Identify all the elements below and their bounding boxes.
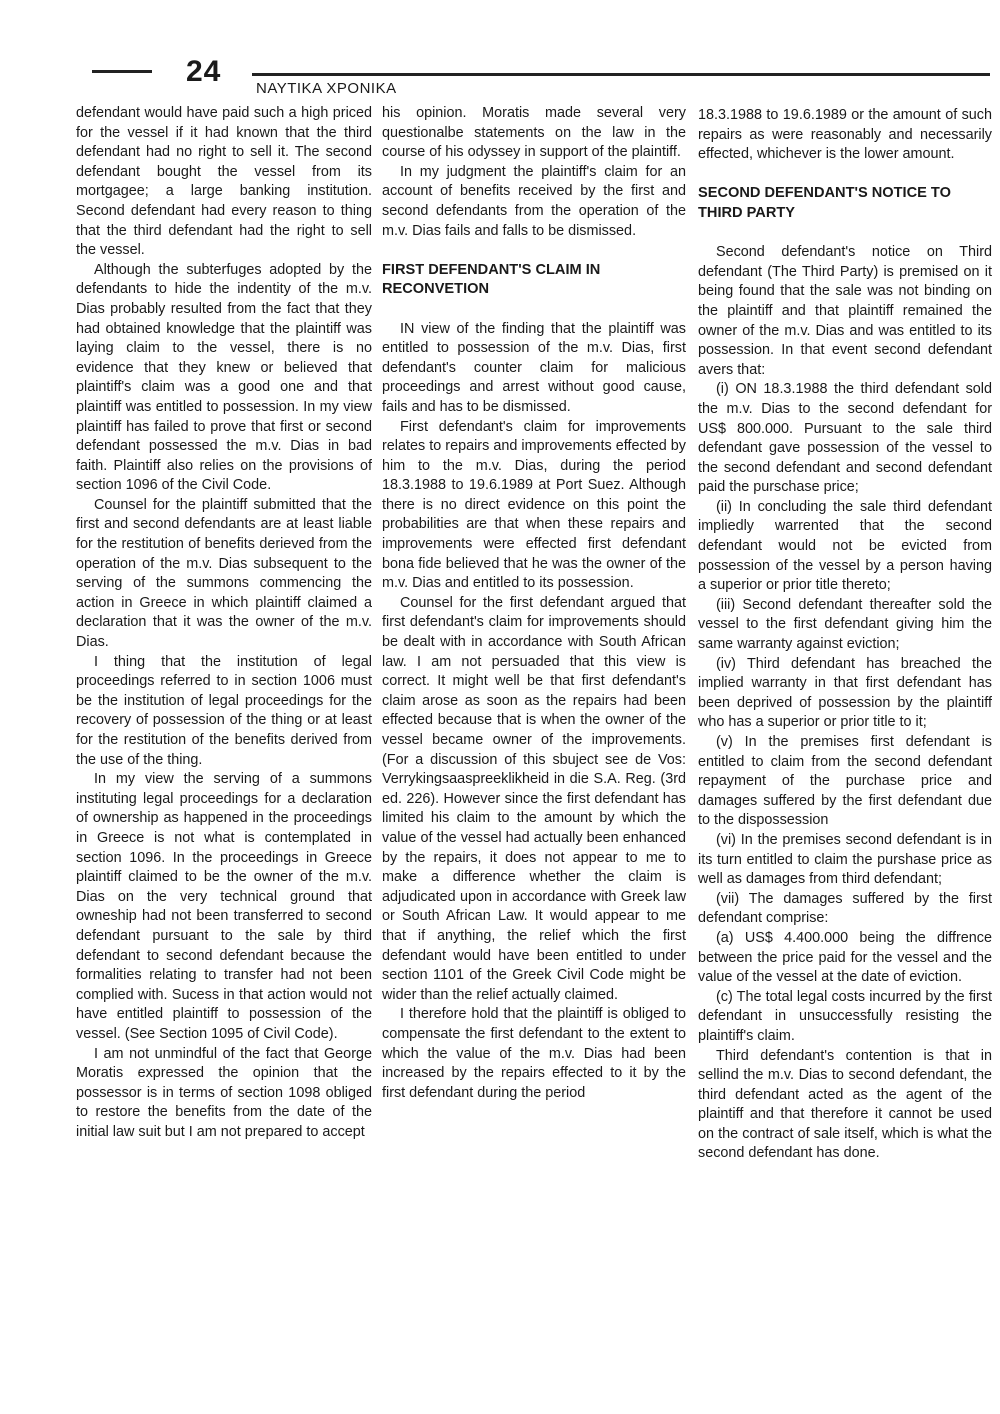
column-3	[698, 106, 992, 1396]
paragraph: 18.3.1988 to 19.6.1989 or the amount of such repairs as were reasonably and necessarily effected, whichever is the lower amount.	[698, 107, 992, 163]
paragraph: In my view the serving of a summons instituting legal proceedings for a declaration of ownership as happened in the proceedings in Greece is not what is contemplated in section 1096. In the proceedings in Greece plaintiff claimed to be the owner of the m.v. Dias on the very technical ground that owneship had not been transferred to second defendant pursuant to the sale by third defendant to second defendant because the formalities relating to transfer had not been complied with. Sucess in that action would not have entitled plaintiff to possession of the vessel. (See Section 1095 of Civil Code).	[76, 771, 372, 1042]
paragraph: Counsel for the first defendant argued that first defendant's claim for improvements should be dealt with in accordance with South African law. I am not persuaded that this view is correct. It might well be that first defendant's claim arose as soon as the repairs had been effected because that is when the owner of the vessel became owner of the improvements. (For a discussion of this sbuject see de Vos: Verrykingsaaspreeklikheid in die S.A. Reg. (3rd ed. 226). However since the first defendant has limited his claim to the amount by which the value of the vessel had actually been enhanced by the repairs, it does not appear to me to make a difference whether the claim is adjudicated upon in accordance with Greek law or South African Law. It would appear to me that if anything, the relief which the first defendant would have been entitled to under section 1101 of the Greek Civil Code might be wider than the relief actually claimed.	[382, 594, 686, 1003]
paragraph: I am not unmindful of the fact that George Moratis expressed the opinion that the possessor is in terms of section 1098 obliged to restore the benefits from the date of the initial law suit but I am not prepared to accept	[76, 1045, 372, 1140]
column-1	[76, 104, 372, 1394]
spacer	[382, 241, 686, 261]
paragraph: IN view of the finding that the plaintiff was entitled to possession of the m.v. Dias, first defendant's counter claim for malicious proceedings and arrest without good cause, fails and has to be dismissed.	[382, 320, 686, 415]
paragraph: (iv) Third defendant has breached the implied warranty in that first defendant has been deprived of possession by the plaintiff who has a superior or prior title to it;	[698, 655, 992, 731]
paragraph: Counsel for the plaintiff submitted that the first and second defendants are at least liable for the restitution of benefits derieved from the operation of the m.v. Dias subsequent to the serving of the summons commencing the action in Greece in which plaintiff claimed a declaration that it was the owner of the m.v. Dias.	[76, 496, 372, 651]
paragraph: (vi) In the premises second defendant is in its turn entitled to claim the purshase price as well as damages from third defendant;	[698, 831, 992, 888]
page-number: 24	[186, 55, 222, 88]
paragraph: (v) In the premises first defendant is entitled to claim from the second defendant repayment of the purchase price and damages suffered by the first defendant due to the dispossession	[698, 734, 992, 829]
column-2	[382, 104, 686, 1394]
section-heading: SECOND DEFENDANT'S NOTICE TO THIRD PARTY	[698, 185, 951, 221]
paragraph: Although the subterfuges adopted by the defendants to hide the indentity of the m.v. Dias probably resulted from the fact that they had obtained knowledge that the plaintiff was laying claim to the vessel, there is no evidence that they knew or believed that plaintiff's claim was a good one and that plaintiff was entitled to possession. In my view plaintiff has failed to prove that first or second defendant possessed the m.v. Dias in bad faith. Plaintiff also relies on the provisions of section 1096 of the Civil Code.	[76, 261, 372, 494]
paragraph: Second defendant's notice on Third defendant (The Third Party) is premised on it being found that the sale was not binding on the plaintiff and that plaintiff remained the owner of the m.v. Dias and was entitled to its possession. In that event second defendant avers that:	[698, 244, 992, 378]
header-rule-left	[92, 70, 152, 73]
spacer	[698, 224, 992, 244]
paragraph: First defendant's claim for improvements relates to repairs and improvements effected by him to the m.v. Dias, during the period 18.3.1988 to 19.6.1989 at Port Suez. Although there is no direct evidence on this point the probabilities are that when these repairs and improvements were effected first defendant bona fide believed that he was the owner of the m.v. Dias and entitled to its possession.	[382, 418, 686, 592]
paragraph: (c) The total legal costs incurred by the first defendant in unsuccessfully resisting the plaintiff's claim.	[698, 988, 992, 1044]
section-heading: FIRST DEFENDANT'S CLAIM IN RECONVETION	[382, 261, 601, 298]
paragraph: I therefore hold that the plaintiff is obliged to compensate the first defendant to the extent to which the value of the m.v. Dias had been increased by the repairs effected to it by the first defendant during the period	[382, 1006, 686, 1101]
paragraph: Third defendant's contention is that in sellind the m.v. Dias to second defendant, the third defendant acted as the agent of the plaintiff and that therefore it cannot be used on the contract of sale itself, which is what the second defendant has done.	[698, 1047, 992, 1162]
header-rule-right	[252, 73, 990, 76]
paragraph: (a) US$ 4.400.000 being the diffrence between the price paid for the vessel and the value of the vessel at the date of eviction.	[698, 929, 992, 986]
paragraph: In my judgment the plaintiff's claim for an account of benefits received by the first and second defendants from the operation of the m.v. Dias fails and falls to be dismissed.	[382, 163, 686, 239]
paragraph: I thing that the institution of legal proceedings referred to in section 1006 must be the institution of legal proceedings for the recovery of possession of the thing or at least for the restitution of the benefits derived from the use of the thing.	[76, 653, 372, 768]
journal-title: NAYTIKA XPONIKA	[256, 80, 397, 97]
paragraph: (ii) In concluding the sale third defendant impliedly warrented that the second defendant would not be evicted from possession of the vessel by a person having a superior or prior title thereto;	[698, 498, 992, 594]
paragraph: defendant would have paid such a high priced for the vessel if it had known that the third defendant had no right to sell it. The second defendant bought the vessel from its mortgagee; a large banking institution. Second defendant had every reason to thing that the third defendant had the right to sell the vessel.	[76, 105, 372, 259]
paragraph: his opinion. Moratis made several very questionalbe statements on the law in the course of his odyssey in support of the plaintiff.	[382, 105, 686, 161]
spacer	[698, 165, 992, 185]
paragraph: (vii) The damages suffered by the first defendant comprise:	[698, 890, 992, 927]
paragraph: (iii) Second defendant thereafter sold the vessel to the first defendant giving him the same warranty against eviction;	[698, 596, 992, 653]
spacer	[382, 300, 686, 320]
paragraph: (i) ON 18.3.1988 the third defendant sold the m.v. Dias to the second defendant for US$ 800.000. Pursuant to the sale third defendant gave possession of the vessel to the second defendant and second defendant paid the purschase price;	[698, 381, 992, 496]
